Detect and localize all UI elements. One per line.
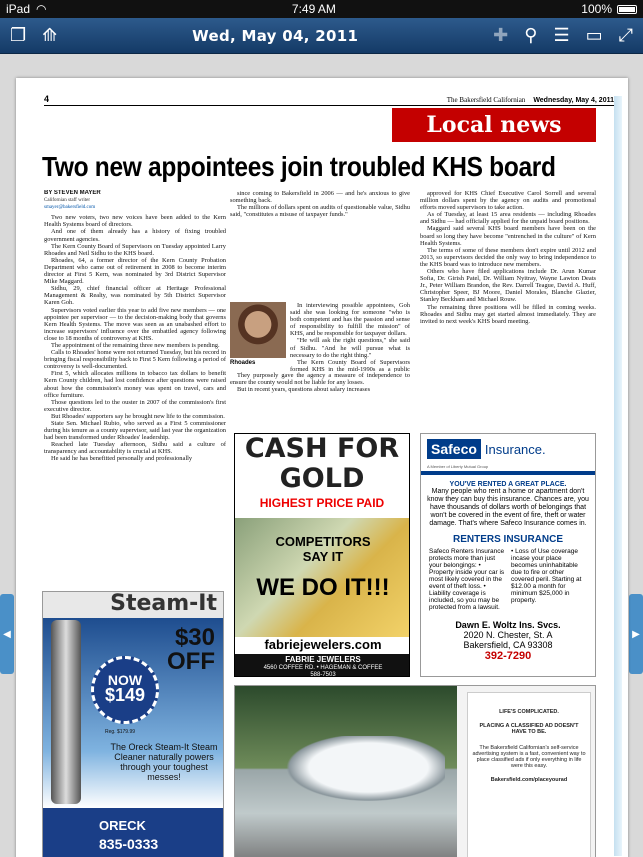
steam-ad-description: The Oreck Steam-It Steam Cleaner naturally powers through your toughest messes!: [110, 742, 218, 782]
paragraph: In interviewing possible appointees, Goh said she was looking for someone "who is both competent and has the passion and sense of responsibility to fulfill the mission" of KHS, and be responsible for taxpayer dollars.: [290, 302, 410, 338]
paragraph: Reached late Tuesday afternoon, Sidhu said a culture of transparency and accountability is crucial at KHS.: [44, 441, 226, 456]
search-icon[interactable]: ⚲: [524, 25, 538, 45]
page-date: Wednesday, May 4, 2011: [533, 97, 614, 104]
article-column-2-bottom[interactable]: [230, 372, 410, 432]
masthead: The Bakersfield Californian: [446, 96, 526, 104]
paragraph: Others who have filed applications include Dr. Arun Kumar Sofia, Dr. Girish Patel, Dr. William Nyitray, Wayne Lawton Deats Jr., Peter William Brandon, the Rev. Darrell Teague, David A. Huff, Christopher Speer, BJ Moore, Daniel Morales, Blanche Glazier, Stanley Beckham and Michael Rouw.: [420, 268, 596, 304]
steam-ad-discount: $30 OFF: [167, 624, 215, 675]
oreck-steam-it-ad[interactable]: [42, 591, 224, 857]
safeco-details: Safeco Renters Insurance protects more than just your belongings: • Property inside your car is most likely covered in the event of theft loss. • Liability coverage is included, so you may be protected from a lawsuit. • Loss of Use coverage incase your place becomes uninhabitable due to fire or other covered peril. Starting at $12.00 a month for minimum $25,000 in property.: [429, 548, 582, 611]
paragraph: The Kern County Board of Supervisors formed KHS in the mid-1990s as a public: [290, 358, 410, 372]
paragraph: Supervisors voted earlier this year to add five new members — one appointee per supervisor — to the decision-making body that governs Kern Health Systems. The move was seen as an unabashed effort to increase supervisors' influence over the embattled agency following close to 18 months of controversy at KHS.: [44, 306, 226, 342]
safeco-logo: Safeco Insurance.: [421, 434, 595, 464]
newspaper-page: [16, 78, 628, 857]
device-name: iPad: [6, 2, 31, 16]
list-icon[interactable]: ☰: [553, 25, 570, 45]
safeco-phone[interactable]: 392-7290: [484, 650, 532, 662]
paragraph: They purposely gave the agency a measure of independence to ensure the county would not be liable for any losses.: [230, 372, 410, 387]
paragraph: The appointment of the remaining three new members is pending.: [51, 341, 220, 349]
paragraph: Rhoades, 64, a former director of the Kern County Probation Department who came out of retirement in 2008 to become interim director at First 5 Kern, was nominated by 3rd District Supervisor Mike Maggard.: [44, 256, 226, 286]
article-column-2-wrap[interactable]: [290, 302, 410, 372]
paragraph: Calls to Rhoades' home were not returned Tuesday, but his record in bringing fiscal responsibility back to First 5 Kern following a period of controversy is well-documented.: [44, 349, 226, 371]
safeco-insurance-ad[interactable]: [420, 433, 596, 677]
gold-ad-slogan: WE DO IT!!!: [256, 574, 390, 601]
headline[interactable]: Two new appointees join troubled KHS board: [42, 152, 556, 184]
safeco-heading: YOU'VE RENTED A GREAT PLACE.: [449, 481, 567, 488]
paragraph: since coming to Bakersfield in 2006 — and he's anxious to give something back.: [230, 190, 410, 205]
classified-ad-text: LIFE'S COMPLICATED. PLACING A CLASSIFIED AD DOESN'T HAVE TO BE. The Bakersfield Californian's self-service advertising system is a fast, convenient way to place classified ads if only everything in life were this easy. Bakersfield.com/placeyourad: [467, 692, 591, 857]
paragraph: The Kern County Board of Supervisors on Tuesday appointed Larry Rhoades and Neil Sidhu to the KHS board.: [44, 242, 226, 257]
paragraph: He said he has benefitted personally and professionally: [51, 455, 193, 463]
spread-icon[interactable]: ▭: [585, 25, 603, 45]
page-header: [44, 96, 614, 106]
paragraph: State Sen. Michael Rubio, who served as a First 5 commissioner during his tenure as a county supervisor, said last year the organization had been transformed under Rhoades' leadership.: [44, 420, 226, 442]
divider: [421, 471, 595, 475]
paragraph: Sidhu, 29, chief financial officer at Heritage Professional Management & Realty, was nominated by 5th District Supervisor Karen Goh.: [44, 285, 226, 307]
section-banner: Local news: [392, 108, 596, 142]
safeco-body: Many people who rent a home or apartment don't know they can buy this insurance. Chances are, you have thousands of dollars worth of belongings that won't be covered in the event of fire, theft or water damage. That's where Safeco Insurance comes in.: [427, 488, 589, 527]
add-icon[interactable]: ✚: [493, 25, 509, 45]
clock: 7:49 AM: [291, 2, 336, 16]
article-column-1[interactable]: [44, 190, 226, 580]
toolbar: [0, 18, 643, 54]
article-column-3[interactable]: [420, 190, 596, 430]
byline-email[interactable]: smayer@bakersfield.com: [44, 205, 96, 211]
classified-ad[interactable]: [234, 685, 596, 857]
prev-page-tab[interactable]: ◀: [0, 594, 14, 674]
paragraph: The millions of dollars spent on audits of questionable value, Sidhu said, "constitutes a misuse of taxpayer funds.": [230, 204, 410, 219]
gold-ad-footer: FABRIE JEWELERS 4560 COFFEE RD. • HAGEMAN & COFFEE 588-7503: [235, 654, 410, 677]
paragraph: approved for KHS Chief Executive Carol Sorrell and several million dollars spent by the agency on audits and promotional efforts moved supervisors to take action.: [420, 190, 596, 212]
gold-ad-subtitle: HIGHEST PRICE PAID: [259, 496, 385, 510]
oreck-logo: ORECK: [99, 818, 146, 833]
battery-icon: [617, 5, 637, 14]
paragraph: But Rhoades' supporters say he brought new life to the commission.: [51, 412, 225, 420]
paragraph: As of Tuesday, at least 15 area residents — including Rhoades and Sidhu — had officially applied for the unpaid board positions.: [420, 211, 596, 226]
steam-ad-title: Steam-It: [110, 591, 217, 616]
page-edge: [614, 96, 622, 856]
page-viewer[interactable]: [0, 54, 643, 857]
gold-ad-title-1: CASH FOR: [244, 433, 400, 464]
regular-price: Reg. $179.99: [105, 729, 136, 735]
paragraph: The remaining three positions will be filled in coming weeks. Rhoades and Sidhu may get started almost immediately. They are invited to next week's KHS board meeting.: [420, 303, 596, 325]
car-image: [275, 736, 445, 806]
steam-mop-image: [51, 620, 81, 804]
page-number: 4: [44, 94, 50, 104]
paragraph: "He will ask the right questions," she said of Sidhu. "And he will pursue what is necessary to do the right thing.": [290, 337, 410, 359]
oreck-phone[interactable]: 835-0333: [99, 836, 159, 852]
safeco-member: A Member of Liberty Mutual Group: [427, 464, 489, 469]
paragraph: And one of them already has a history of fixing troubled government agencies.: [44, 228, 226, 243]
gold-ad-title-2: GOLD: [279, 463, 365, 494]
byline-role: Californian staff writer: [44, 198, 91, 204]
safeco-agent: Dawn E. Woltz Ins. Svcs. 2020 N. Chester, St. A Bakersfield, CA 93308: [455, 620, 561, 650]
issue-date[interactable]: Wed, May 04, 2011: [192, 26, 359, 45]
rhoades-photo: [230, 302, 286, 358]
cash-for-gold-ad[interactable]: [234, 433, 410, 677]
article-column-2-top[interactable]: [230, 190, 410, 300]
paragraph: Two new voters, two new voices have been added to the Kern Health Systems board of directors.: [44, 214, 226, 229]
fullscreen-icon[interactable]: ⤢: [618, 25, 633, 45]
photo-caption: Rhoades: [230, 360, 256, 366]
byline: BY STEVEN MAYER: [44, 190, 101, 196]
gold-ad-website[interactable]: fabriejewelers.com: [235, 637, 410, 652]
paragraph: First 5, which allocates millions in tobacco tax dollars to benefit Kern County children, had lost confidence after questions were raised about how the commission's money was spent on travel, cars and office furniture.: [44, 370, 226, 399]
safeco-subheading: RENTERS INSURANCE: [452, 534, 563, 545]
status-bar: [0, 0, 643, 18]
gold-ad-competitors: COMPETITORS SAY IT: [275, 534, 371, 564]
paragraph: The terms of some of these members don't expire until 2012 and 2013, so supervisors decided the only way to bring independence to the KHS board was to introduce new members.: [420, 246, 596, 268]
battery-percent: 100%: [581, 2, 612, 16]
paragraph: Maggard said several KHS board members have been on the board so long they have become "entrenched in the culture" of Kern Health Systems.: [420, 225, 596, 247]
next-page-tab[interactable]: ▶: [629, 594, 643, 674]
paragraph: But in recent years, questions about salary increases: [237, 386, 371, 394]
price-burst: NOW $149: [91, 656, 159, 724]
paragraph: Those questions led to the ouster in 2007 of the commission's first executive director.: [44, 398, 226, 413]
wifi-icon: ◠: [36, 2, 47, 16]
library-icon[interactable]: ⟰: [42, 25, 58, 45]
pages-icon[interactable]: ❐: [10, 25, 27, 45]
